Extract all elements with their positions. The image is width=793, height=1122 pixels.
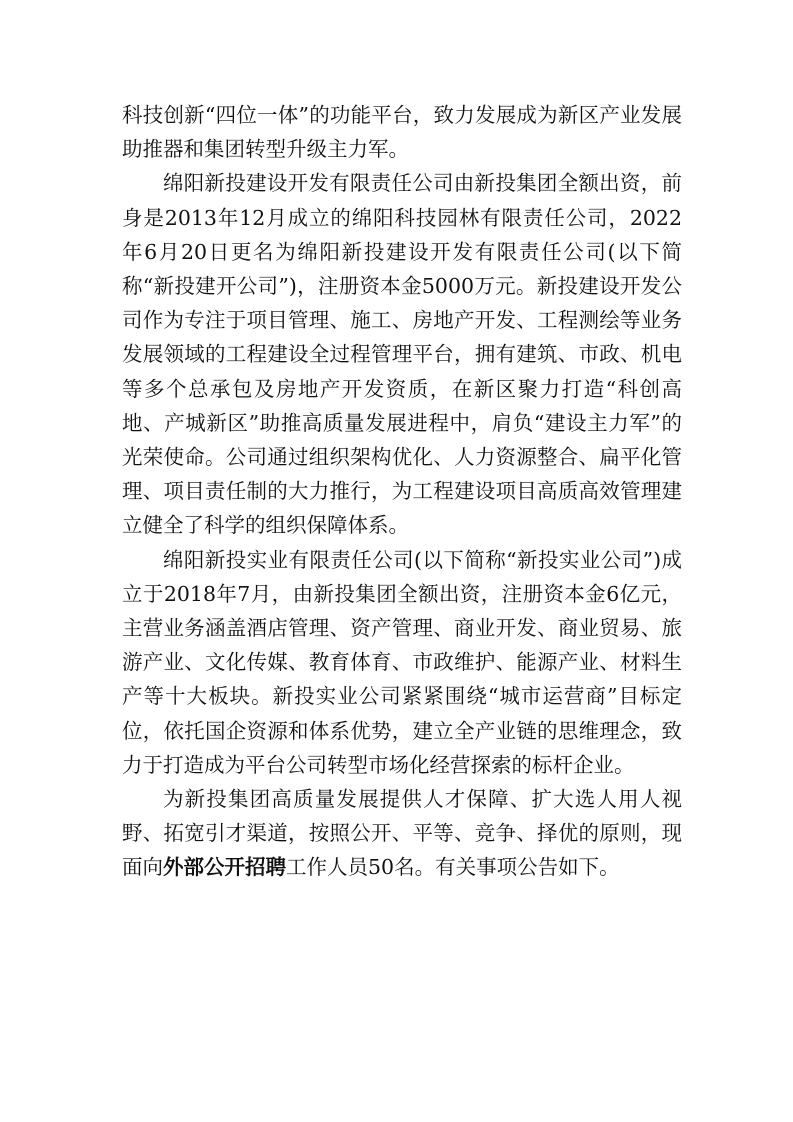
document-body xyxy=(122,98,682,885)
paragraph-intro-continuation: 科技创新“四位一体”的功能平台，致力发展成为新区产业发展助推器和集团转型升级主力军。 xyxy=(122,103,682,162)
recruitment-emphasis: 外部公开招聘 xyxy=(163,855,286,880)
recruitment-text-after: 工作人员50名。有关事项公告如下。 xyxy=(286,855,620,880)
paragraph-industry-company: 绵阳新投实业有限责任公司(以下简称“新投实业公司”)成立于2018年7月，由新投集团全额出资，注册资本金6亿元，主营业务涵盖酒店管理、资产管理、商业开发、商业贸易、旅游产业、文化传媒、教育体育、市政维护、能源产业、材料生产等十大板块。新投实业公司紧紧围绕“城市运营商”目标定位，依托国企资源和体系优势，建立全产业链的思维理念，致力于打造成为平台公司转型市场化经营探索的标杆企业。 xyxy=(122,547,682,777)
recruitment-text-before: 为新投集团高质量发展提供人才保障、扩大选人用人视野、拓宽引才渠道，按照公开、平等、竞争、择优的原则，现面向 xyxy=(122,787,682,880)
paragraph-recruitment-announcement xyxy=(122,782,682,885)
paragraph-construction-company: 绵阳新投建设开发有限责任公司由新投集团全额出资，前身是2013年12月成立的绵阳科技园林有限责任公司，2022年6月20日更名为绵阳新投建设开发有限责任公司(以下简称“新投建开公司”)，注册资本金5000万元。新投建设开发公司作为专注于项目管理、施工、房地产开发、工程测绘等业务发展领域的工程建设全过程管理平台，拥有建筑、市政、机电等多个总承包及房地产开发资质，在新区聚力打造“科创高地、产城新区”助推高质量发展进程中，肩负“建设主力军”的光荣使命。公司通过组织架构优化、人力资源整合、扁平化管理、项目责任制的大力推行，为工程建设项目高质高效管理建立健全了科学的组织保障体系。 xyxy=(122,171,682,538)
